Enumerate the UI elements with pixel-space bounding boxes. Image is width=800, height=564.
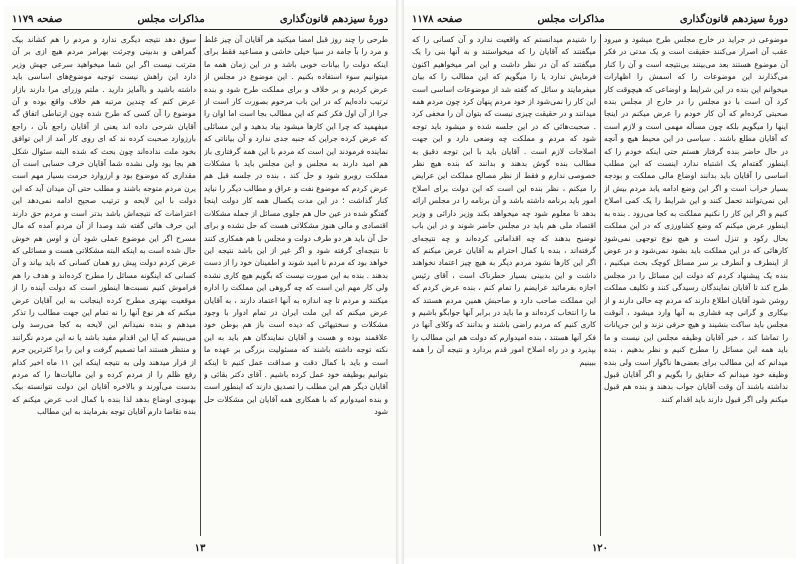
left-page-column-right: طرحی را چند روز قبل امضا میکنید هر آقایان آن چیز غلط و مرد را بآ جامه در سیا خیلی خاشی و مساعید فقط برای اینکه دولت را بیانات خوبی باشد و در این زمان همه ما میتوانیم سوء استفاده بکنیم . این موضوع در مجلس از عرض کردیم و بر خلاف و برای مملکت طرح شود و بنده ترتیب داده‌ایم که در این باب مرحوم بصورت کار است از جرا از آن اول فکر کنم که این مطالب بجا است اما اوان را میفهمید که چرا این کارها میشود بیاد بدهید و این مسائلی که عرض کرده جراین که جنبه جدی ندارد و آن بیاناتی که نماینده فرمودند این است که مردم با این همه گرفتاری باز هم امید دارند به مجلس و این مجلس باید با مشکلات مملکت روبرو شود و حل کند ، بنده در جلسه قبل هم عرض کردم که موضوع نفت و عراق و مطالب دیگر را نباید کنار گذاشت ؛ در این مدت یکسال همه کار دولت اینجا گفتگو شده در عین حال هم جلوی مسائل از جمله مشکلات اقتصادی و مالی هنوز مشکلاتی هست که حل نشده و برای حل آن باید هر دو طرف دولت و مجلس با هم همکاری کنند تا نتیجه‌ای گرفته شود و اگر غیر از این باشد نتیجه این خواهد بود که مردم نا امید شوند و اطمینان خود را از دست بدهند . بنده به این صورت نیست که بگویم هیچ کاری نشده ولی کار مهم این است که چه گروهی این مملکت را اداره میکنند و مردم تا چه اندازه به آنها اعتماد دارند ، به آقایان عرض میکنم که این ملت ایران در تمام ادوار با وجود مشکلات و سختیهائی که دیده است باز هم بوطن خود علاقمند بوده و هست و آقایان نمایندگان هم باید به این نکته توجه داشته باشند که مسئولیت بزرگی بر عهده ما است و باید با کمال دقت و صداقت عمل کنیم تا اینکه بتوانیم بوظیفه خود عمل کرده باشیم . آقای دکتر بقائی و آقایان دیگر هم این مطلب را تصدیق دارند که اینطور است و بنده امیدوارم که با همکاری همه آقایان این مشکلات حل شود <box>204 35 388 417</box>
left-page-footer: ۱۳ <box>194 543 206 554</box>
left-header-rule <box>12 29 388 30</box>
right-header-title: مذاکرات مجلس <box>537 13 605 25</box>
left-page-columns <box>12 34 388 536</box>
right-page-columns <box>412 34 788 536</box>
left-header-page-number: صفحه ۱۱۷۹ <box>12 13 63 25</box>
right-page <box>404 6 796 558</box>
right-header-rule <box>412 29 788 30</box>
book-gutter <box>396 0 404 564</box>
right-page-column-left: را شنیدم میدانستم که واقعیت ندارد و آن کسانی را که میگفتند که آقایان را که میخواستند و به آنها بنی را یک میگفتند که آن در نظر داشت و این امر میخواهیم اکنون فرمایش ندارد یا را میگویم که این مطالب را که بیان میفرمایند و سائل که گفته شد از موضوعات اساسی است این کار را نمی‌شود از خود مردم پنهان کرد چون مردم همه میدانند و در حقیقت چیزی نیست که بتوان آن را مخفی کرد . صحبت‌هائی که در این جلسه شده و میشود باید توجه شود که مردم و مملکت چه وضعی دارد و این جهت اصلاحات لازم است . آقایان باید با این توجه دقیق به مطالب بنده گوش بدهند و بدانند که بنده هیچ نظر خصوصی ندارم و فقط از نظر مصالح مملکت این عرایض را میکنم ، نظر بنده این است که این دولت برای اصلاح امور باید برنامه داشته باشد و آن برنامه را در مجلس ارائه بدهد تا معلوم شود چه میخواهد بکند وزیر دارائی و وزیر اقتصاد ملی هم باید در مجلس حاضر شوند و در این باب توضیح بدهند که چه اقداماتی کرده‌اند و چه نتیجه‌ای گرفته‌اند ، بنده با کمال احترام به آقایان عرض میکنم که اگر این کارها نشود مردم دیگر به هیچ چیز اعتماد نخواهند داشت و این بدبینی بسیار خطرناک است ، آقای رئیس اجازه بفرمائید عرایضم را تمام کنم ، بنده عرض کردم که این مملکت صاحب دارد و صاحبش همین مردم هستند که ما را انتخاب کرده‌اند و ما باید در برابر آنها جوابگو باشیم و کاری کنیم که مردم راضی باشند و بدانند که وکلای آنها در فکر آنها هستند ، بنده امیدوارم که دولت هم این مطالب را بپذیرد و در راه اصلاح امور قدم بردارد و نتیجه آن را همه ببینیم <box>412 35 596 367</box>
right-page-footer: ۱۲۰ <box>591 543 609 554</box>
right-page-column-right: موضوعی در جراید در خارج مجلس طرح میشود و میرود عقب آن اصرار می‌کنند حقیقت است و یک مدتی در فکر آن موضوع هستند بعد می‌بینند بی‌نتیجه است و آن را کنار می‌گذارند این موضوعات را که اسمش را اظهارات میخوانم این بنده در این شرایط و اوضاعی که هیچوقت کار کرد آن است با دو مجلس را در خارج از مجلس بنده صحبتی کرده‌ام که آن کار خودم را عرض میکنم در اینجا اینها را میگویم بلکه چون مسأله مهمی است و لازم است که آقایان مطلع باشند . سیاسی در این محیط هیچ و آنچه در حال حاضر بنده گرفتار هستم حتی اینکه خودم را که اینطور گفته‌ام یک اشتباه ندارد اینست که این مطلب اساسی را آقایان باید بدانند اوضاع مالی مملکت و بودجه بسیار خراب است و اگر این وضع ادامه یابد مردم بیش از این نمی‌توانند تحمل کنند و این شرایط را یک کمی اصلاح کنیم و اگر این کار را نکنیم مملکت به کجا می‌رود . بنده به اینطور عرض میکنم که وضع کشاورزی که در این مملکت بحال رکود و تنزل است و هیچ نوع توجهی نمی‌شود کارهائی که در این مملکت باید بشود نمی‌شود و در عوض از اینطرف و آنطرف بر سر مسائل کوچک بحث میکنیم ، بنده یک پیشنهاد کردم که دولت این مسائل را در مجلس طرح کند تا آقایان نمایندگان رسیدگی کنند و تکلیف مملکت روشن شود آقایان اطلاع دارند که مردم چه حالی دارند و از بیکاری و گرانی چه فشاری به آنها وارد میشود ، آنوقت مجلس باید ساکت بنشیند و هیچ حرفی نزند و این جریانات را تماشا کند ، خیر آقایان وظیفه مجلس این نیست و ما باید همه این مسائل را مطرح کنیم و نظر بدهیم ، بنده میدانم که این مطالب برای بعضی‌ها ناگوار است ولی بنده وظیفه خود میدانم که حقایق را بگویم و اگر آقایان قبول نداشته باشند آن وقت آقایان جواب بدهند و بنده هم قبول میکنم ولی اگر قبول دارند باید اقدام کنند <box>604 35 788 404</box>
right-header-page-number: صفحه ۱۱۷۸ <box>412 13 463 25</box>
left-page-column-left: سوق دهد نتیجه دیگری ندارد و مردم را هم کشاند بیک گمراهی و بدبینی وجرئت بهرامر مردم هیچ ازی بر آن مترتب نیست اگر این شما میخواهید سرعی جهش وزیر دارد این راهش نیست توجیه موضوع‌های اساسی باید داشته باشید و با‌آمایز دارید . ملتم وزرای مرا دارند بازار عرض کنم که چندین مرتبه هم خلاف واقع بوده و آن موضوع را آن کسی که طرح شده چون ارتباطی اتفاق گه آقایان شرحی داده اند یعنی از آقایان راجع بآن ، راجع بارزوارد صحبت کرده ند که ای روی کار آمد از این توافق بخود ملت نداده‌اند چون بحث که شده البته سئوال شکل هم بجا بود ولی نشده شما آقایان حرف حسابی است آن مقداری که موضوع بود و ارزوارد حرمت بسیار مهم است یرن مردم متوجه باشند و مطلب حتی آن میدان آید که این دولت با این لایحه و ترتیب صحیح ادامه نمی‌دهد این اعتراضات که نتیجه‌اش باشد بدتر است و مردم حق دارند این حرف هائی گفته شد وصدا از آن مردم آمده که مال مسرح اگر این موضوع عملی شود آن و اوس هم خوش حال شده است به اینکه البته مشکلاتی هست و مسائلی که عرض کردم دولت پیش رو همان کسانی که باید بیاند و آن کسانی که اینگونه مسائل را مطرح کرده‌اند و هدف را هم فراموش کنیم نسبت‌ها اینطور است که دولت آینده را از موقعیت بهتری مطرح کرده اینجانب به این آقایان عرض میکنم که هر نوع آنها را نه تمام این جهت مطالب را تذکر میدهم و بنده نمیدانم این لایحه به کجا می‌رسد ولی می‌بینیم که آیا این اقدام مفید باشد یا نه این مردم نگرانند و منتظر هستند اما تصمیم گرفت و این را برا کثرترین جرم از قرار میدهند ولی به نتیجه اینکه این ۱۱ ماه اخیر کدام رفع ظلم را از مردم کرده و این مالیات‌ها را که مردم بدست می‌آورند و بالاخره آقایان این دولت نتوانسته بیک بهبودی اوضاع بدهد لذا بنده با کمال ادب عرض میکنم که بنده تقاضا دارم آقایان توجه بفرمایند به این مطالب <box>12 35 196 417</box>
left-column-divider <box>200 34 201 536</box>
right-column-divider <box>600 34 601 536</box>
left-page <box>4 6 396 558</box>
left-header-session: دورهٔ سیزدهم قانون‌گذاری <box>279 13 388 25</box>
left-header-title: مذاکرات مجلس <box>137 13 205 25</box>
right-page-header <box>412 10 788 28</box>
right-header-session: دورهٔ سیزدهم قانون‌گذاری <box>679 13 788 25</box>
left-page-header <box>12 10 388 28</box>
